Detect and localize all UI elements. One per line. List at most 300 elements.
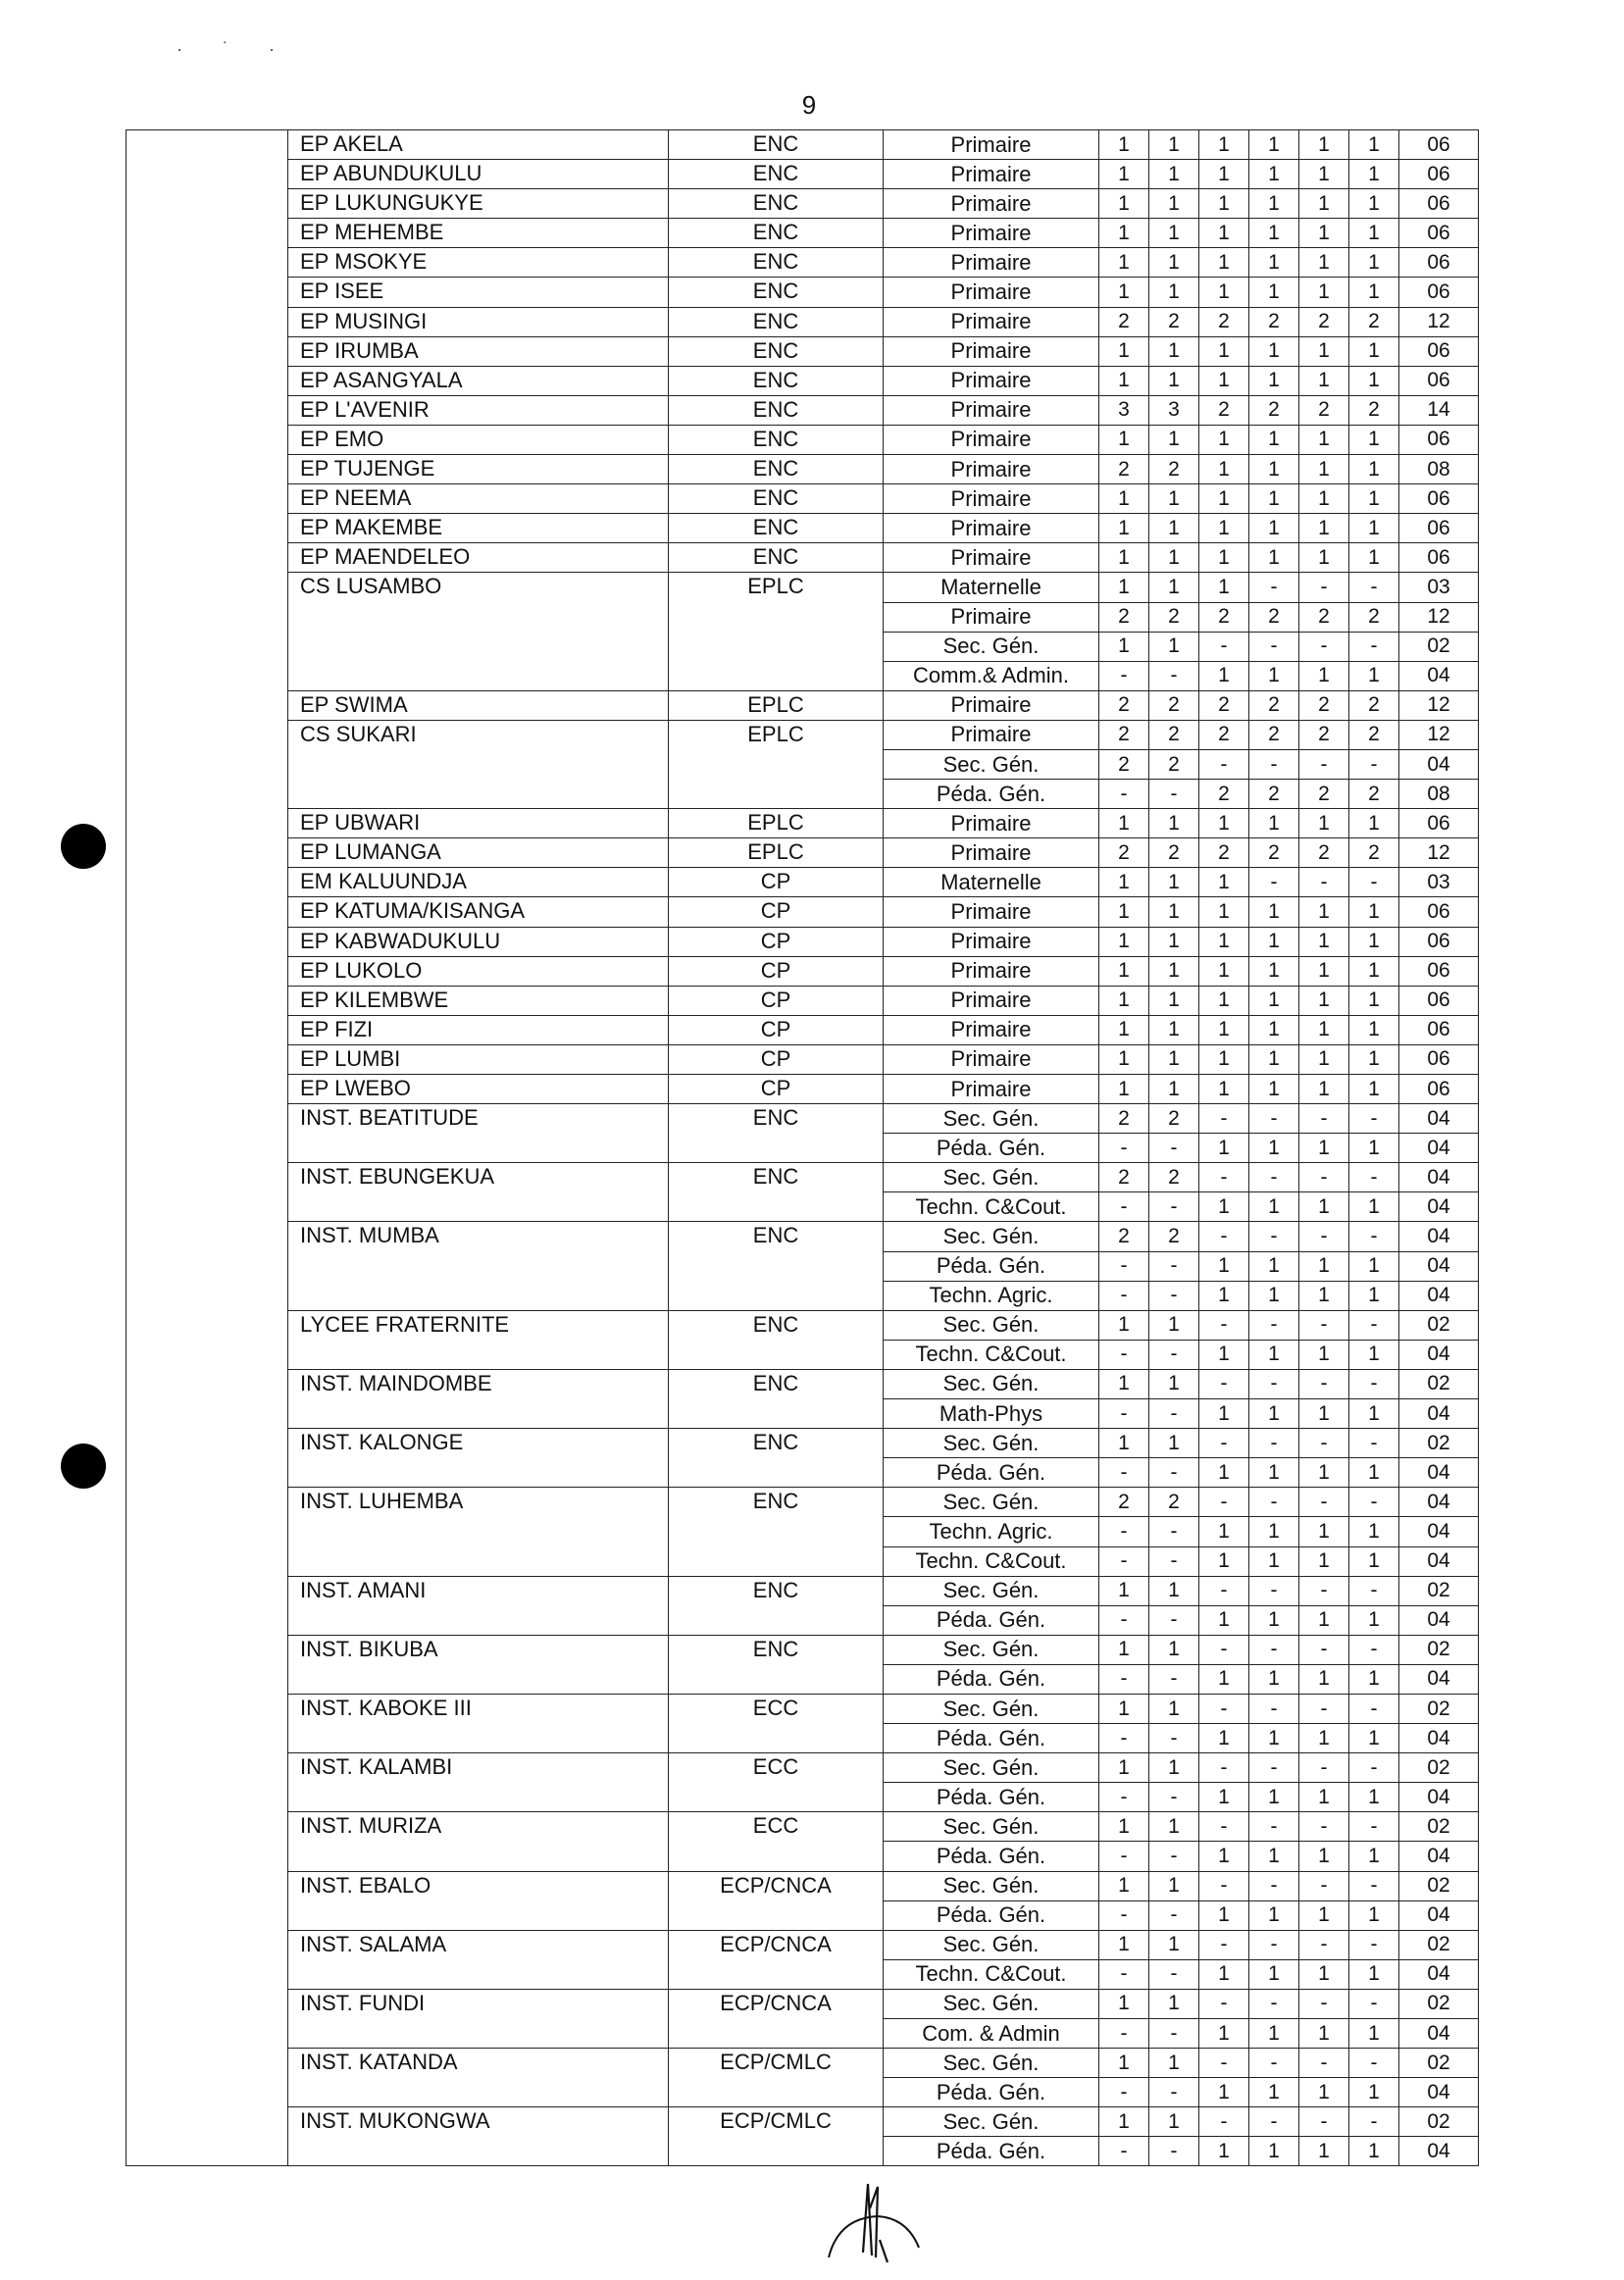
class-count-cell: 1	[1149, 2107, 1199, 2137]
table-row	[127, 1104, 1479, 1134]
class-count-cell: 1	[1149, 1694, 1199, 1723]
school-name-cell: EP LUKUNGUKYE	[288, 189, 669, 219]
total-cell: 02	[1399, 1812, 1479, 1842]
school-name-cell: EP KATUMA/KISANGA	[288, 897, 669, 927]
school-name-cell: EP EMO	[288, 425, 669, 454]
regime-cell: ECP/CNCA	[669, 1871, 884, 1930]
regime-cell: ENC	[669, 219, 884, 248]
total-cell: 04	[1399, 1517, 1479, 1546]
total-cell: 02	[1399, 1576, 1479, 1605]
class-count-cell: 2	[1299, 602, 1349, 632]
option-cell: Sec. Gén.	[884, 2049, 1099, 2078]
class-count-cell: 1	[1249, 2078, 1299, 2107]
class-count-cell: 1	[1149, 366, 1199, 395]
regime-cell: ENC	[669, 1222, 884, 1310]
class-count-cell: -	[1349, 632, 1399, 661]
regime-cell: ECC	[669, 1812, 884, 1871]
class-count-cell: 1	[1149, 868, 1199, 897]
class-count-cell: 1	[1349, 1517, 1399, 1546]
class-count-cell: -	[1299, 1753, 1349, 1783]
class-count-cell: 1	[1099, 897, 1149, 927]
class-count-cell: -	[1249, 1871, 1299, 1900]
class-count-cell: 1	[1149, 809, 1199, 838]
table-row	[127, 573, 1479, 602]
school-name-cell: INST. KALONGE	[288, 1429, 669, 1488]
class-count-cell: 2	[1299, 720, 1349, 749]
total-cell: 02	[1399, 1989, 1479, 2018]
class-count-cell: 1	[1299, 1251, 1349, 1281]
total-cell: 04	[1399, 1134, 1479, 1163]
total-cell: 02	[1399, 1310, 1479, 1340]
class-count-cell: -	[1349, 1104, 1399, 1134]
class-count-cell: 2	[1099, 455, 1149, 484]
table-row	[127, 986, 1479, 1015]
class-count-cell: 1	[1299, 1134, 1349, 1163]
class-count-cell: -	[1299, 1694, 1349, 1723]
total-cell: 03	[1399, 573, 1479, 602]
class-count-cell: 1	[1249, 1724, 1299, 1753]
class-count-cell: -	[1299, 2107, 1349, 2137]
school-name-cell: INST. MUMBA	[288, 1222, 669, 1310]
class-count-cell: -	[1199, 632, 1249, 661]
option-cell: Sec. Gén.	[884, 2107, 1099, 2137]
regime-cell: ENC	[669, 248, 884, 278]
class-count-cell: -	[1349, 2049, 1399, 2078]
class-count-cell: 1	[1149, 248, 1199, 278]
table-row	[127, 868, 1479, 897]
class-count-cell: 2	[1299, 690, 1349, 720]
total-cell: 04	[1399, 661, 1479, 690]
class-count-cell: 1	[1199, 1605, 1249, 1635]
class-count-cell: 1	[1249, 219, 1299, 248]
class-count-cell: -	[1249, 1310, 1299, 1340]
total-cell: 02	[1399, 1429, 1479, 1458]
class-count-cell: -	[1099, 1517, 1149, 1546]
class-count-cell: 1	[1299, 219, 1349, 248]
school-name-cell: EP MSOKYE	[288, 248, 669, 278]
class-count-cell: -	[1199, 749, 1249, 779]
option-cell: Primaire	[884, 602, 1099, 632]
class-count-cell: -	[1099, 1134, 1149, 1163]
class-count-cell: -	[1349, 1369, 1399, 1398]
class-count-cell: 1	[1199, 248, 1249, 278]
total-cell: 02	[1399, 632, 1479, 661]
class-count-cell: -	[1349, 1753, 1399, 1783]
class-count-cell: 2	[1349, 602, 1399, 632]
total-cell: 04	[1399, 1251, 1479, 1281]
table-row	[127, 2049, 1479, 2078]
class-count-cell: -	[1099, 1399, 1149, 1429]
option-cell: Péda. Gén.	[884, 1458, 1099, 1488]
option-cell: Primaire	[884, 307, 1099, 336]
class-count-cell: -	[1099, 1192, 1149, 1222]
school-name-cell: EM KALUUNDJA	[288, 868, 669, 897]
class-count-cell: 1	[1249, 278, 1299, 307]
class-count-cell: 2	[1349, 690, 1399, 720]
total-cell: 04	[1399, 1222, 1479, 1251]
punch-hole-bottom	[61, 1444, 106, 1489]
class-count-cell: -	[1349, 1694, 1399, 1723]
regime-cell: EPLC	[669, 809, 884, 838]
school-name-cell: INST. KABOKE III	[288, 1694, 669, 1752]
class-count-cell: 1	[1349, 1015, 1399, 1044]
class-count-cell: 1	[1149, 1310, 1199, 1340]
class-count-cell: 1	[1199, 425, 1249, 454]
option-cell: Péda. Gén.	[884, 1134, 1099, 1163]
class-count-cell: -	[1149, 1192, 1199, 1222]
class-count-cell: 2	[1149, 749, 1199, 779]
class-count-cell: 1	[1249, 1340, 1299, 1369]
school-name-cell: EP KILEMBWE	[288, 986, 669, 1015]
table-row	[127, 838, 1479, 868]
class-count-cell: -	[1099, 2019, 1149, 2049]
class-count-cell: -	[1149, 1517, 1199, 1546]
class-count-cell: -	[1299, 1222, 1349, 1251]
class-count-cell: 1	[1249, 1044, 1299, 1074]
total-cell: 03	[1399, 868, 1479, 897]
class-count-cell: 2	[1149, 1488, 1199, 1517]
class-count-cell: 2	[1349, 307, 1399, 336]
option-cell: Techn. C&Cout.	[884, 1546, 1099, 1576]
table-row	[127, 927, 1479, 956]
regime-cell: CP	[669, 986, 884, 1015]
option-cell: Techn. Agric.	[884, 1517, 1099, 1546]
class-count-cell: 1	[1299, 1044, 1349, 1074]
class-count-cell: 1	[1099, 1635, 1149, 1664]
total-cell: 02	[1399, 1369, 1479, 1398]
option-cell: Techn. Agric.	[884, 1281, 1099, 1310]
school-name-cell: INST. SALAMA	[288, 1930, 669, 1989]
class-count-cell: 1	[1349, 1605, 1399, 1635]
class-count-cell: 1	[1199, 1900, 1249, 1930]
class-count-cell: 2	[1199, 395, 1249, 425]
class-count-cell: 1	[1099, 484, 1149, 514]
table-row	[127, 366, 1479, 395]
class-count-cell: -	[1299, 749, 1349, 779]
regime-cell: ENC	[669, 189, 884, 219]
school-name-cell: INST. MURIZA	[288, 1812, 669, 1871]
class-count-cell: 1	[1199, 1517, 1249, 1546]
class-count-cell: -	[1149, 1724, 1199, 1753]
option-cell: Primaire	[884, 455, 1099, 484]
class-count-cell: 1	[1299, 1724, 1349, 1753]
class-count-cell: -	[1349, 1871, 1399, 1900]
total-cell: 08	[1399, 780, 1479, 809]
class-count-cell: -	[1099, 780, 1149, 809]
school-name-cell: INST. KALAMBI	[288, 1753, 669, 1812]
class-count-cell: 1	[1249, 1900, 1299, 1930]
class-count-cell: 1	[1199, 1664, 1249, 1694]
class-count-cell: 2	[1249, 690, 1299, 720]
class-count-cell: -	[1299, 1104, 1349, 1134]
option-cell: Péda. Gén.	[884, 1783, 1099, 1812]
class-count-cell: 2	[1149, 1104, 1199, 1134]
class-count-cell: 1	[1349, 1458, 1399, 1488]
option-cell: Primaire	[884, 690, 1099, 720]
option-cell: Primaire	[884, 956, 1099, 986]
option-cell: Primaire	[884, 809, 1099, 838]
regime-cell: ECP/CNCA	[669, 1989, 884, 2048]
class-count-cell: 1	[1199, 543, 1249, 573]
class-count-cell: 1	[1149, 189, 1199, 219]
class-count-cell: -	[1299, 1871, 1349, 1900]
class-count-cell: 1	[1099, 160, 1149, 189]
class-count-cell: -	[1149, 2078, 1199, 2107]
option-cell: Sec. Gén.	[884, 1488, 1099, 1517]
total-cell: 04	[1399, 749, 1479, 779]
class-count-cell: 1	[1299, 160, 1349, 189]
scan-specks: · ˙ ·	[177, 39, 292, 59]
option-cell: Primaire	[884, 1044, 1099, 1074]
school-name-cell: EP LUKOLO	[288, 956, 669, 986]
table-row	[127, 690, 1479, 720]
option-cell: Sec. Gén.	[884, 1871, 1099, 1900]
regime-cell: ECC	[669, 1753, 884, 1812]
class-count-cell: 1	[1299, 1075, 1349, 1104]
total-cell: 06	[1399, 1075, 1479, 1104]
regime-cell: ENC	[669, 130, 884, 160]
school-name-cell: INST. MAINDOMBE	[288, 1369, 669, 1428]
class-count-cell: 1	[1199, 1015, 1249, 1044]
class-count-cell: 2	[1199, 720, 1249, 749]
regime-cell: ECP/CMLC	[669, 2107, 884, 2166]
total-cell: 06	[1399, 927, 1479, 956]
class-count-cell: 1	[1149, 1753, 1199, 1783]
school-name-cell: EP ABUNDUKULU	[288, 160, 669, 189]
regime-cell: CP	[669, 1044, 884, 1074]
regime-cell: EPLC	[669, 690, 884, 720]
class-count-cell: -	[1099, 1340, 1149, 1369]
class-count-cell: 1	[1199, 2019, 1249, 2049]
class-count-cell: 1	[1299, 661, 1349, 690]
class-count-cell: 1	[1199, 868, 1249, 897]
class-count-cell: 2	[1149, 690, 1199, 720]
school-name-cell: EP MAENDELEO	[288, 543, 669, 573]
class-count-cell: 1	[1249, 336, 1299, 366]
class-count-cell: 2	[1099, 307, 1149, 336]
class-count-cell: -	[1149, 1134, 1199, 1163]
class-count-cell: -	[1149, 1959, 1199, 1989]
class-count-cell: 1	[1349, 366, 1399, 395]
table-row	[127, 1488, 1479, 1517]
class-count-cell: 1	[1249, 1015, 1299, 1044]
table-row	[127, 514, 1479, 543]
class-count-cell: 1	[1099, 1310, 1149, 1340]
class-count-cell: 1	[1249, 1251, 1299, 1281]
class-count-cell: -	[1199, 1930, 1249, 1959]
class-count-cell: 1	[1249, 1075, 1299, 1104]
table-row	[127, 809, 1479, 838]
class-count-cell: 1	[1099, 573, 1149, 602]
class-count-cell: -	[1149, 1340, 1199, 1369]
table-row	[127, 956, 1479, 986]
class-count-cell: -	[1349, 1930, 1399, 1959]
table-row	[127, 1576, 1479, 1605]
table-row	[127, 248, 1479, 278]
class-count-cell: 1	[1099, 1015, 1149, 1044]
class-count-cell: -	[1349, 1635, 1399, 1664]
class-count-cell: 1	[1299, 425, 1349, 454]
class-count-cell: 1	[1249, 1458, 1299, 1488]
class-count-cell: 1	[1249, 1546, 1299, 1576]
class-count-cell: -	[1249, 1930, 1299, 1959]
table-row	[127, 307, 1479, 336]
regime-cell: ENC	[669, 307, 884, 336]
total-cell: 04	[1399, 2078, 1479, 2107]
class-count-cell: 1	[1349, 160, 1399, 189]
class-count-cell: 1	[1299, 809, 1349, 838]
class-count-cell: -	[1099, 1900, 1149, 1930]
school-name-cell: EP LUMBI	[288, 1044, 669, 1074]
class-count-cell: 1	[1299, 366, 1349, 395]
class-count-cell: 2	[1349, 780, 1399, 809]
class-count-cell: 1	[1349, 1399, 1399, 1429]
class-count-cell: 2	[1149, 455, 1199, 484]
class-count-cell: 1	[1149, 1930, 1199, 1959]
regime-cell: ENC	[669, 543, 884, 573]
class-count-cell: 1	[1349, 1900, 1399, 1930]
class-count-cell: -	[1199, 1871, 1249, 1900]
class-count-cell: 1	[1249, 986, 1299, 1015]
class-count-cell: 1	[1199, 986, 1249, 1015]
class-count-cell: 1	[1349, 189, 1399, 219]
regime-cell: ENC	[669, 484, 884, 514]
total-cell: 04	[1399, 1724, 1479, 1753]
class-count-cell: 1	[1099, 278, 1149, 307]
table-row	[127, 543, 1479, 573]
table-row	[127, 1163, 1479, 1192]
class-count-cell: 2	[1299, 780, 1349, 809]
option-cell: Techn. C&Cout.	[884, 1192, 1099, 1222]
class-count-cell: -	[1299, 1429, 1349, 1458]
class-count-cell: 2	[1099, 1222, 1149, 1251]
regime-cell: CP	[669, 1075, 884, 1104]
class-count-cell: 1	[1149, 1989, 1199, 2018]
school-name-cell: EP NEEMA	[288, 484, 669, 514]
class-count-cell: -	[1299, 1576, 1349, 1605]
class-count-cell: -	[1299, 1369, 1349, 1398]
table-row	[127, 1044, 1479, 1074]
option-cell: Sec. Gén.	[884, 1989, 1099, 2018]
class-count-cell: 1	[1349, 2019, 1399, 2049]
table-row	[127, 484, 1479, 514]
regime-cell: ECP/CMLC	[669, 2049, 884, 2107]
option-cell: Maternelle	[884, 868, 1099, 897]
class-count-cell: 1	[1249, 1134, 1299, 1163]
school-name-cell: CS LUSAMBO	[288, 573, 669, 690]
total-cell: 08	[1399, 455, 1479, 484]
class-count-cell: -	[1249, 1488, 1299, 1517]
class-count-cell: -	[1349, 2107, 1399, 2137]
table-row	[127, 1694, 1479, 1723]
class-count-cell: -	[1249, 1222, 1299, 1251]
option-cell: Primaire	[884, 336, 1099, 366]
school-table-container	[126, 129, 1479, 2166]
class-count-cell: -	[1249, 1576, 1299, 1605]
class-count-cell: -	[1349, 573, 1399, 602]
option-cell: Math-Phys	[884, 1399, 1099, 1429]
class-count-cell: 1	[1099, 1075, 1149, 1104]
class-count-cell: 1	[1099, 1989, 1149, 2018]
regime-cell: ENC	[669, 336, 884, 366]
table-row	[127, 897, 1479, 927]
class-count-cell: -	[1349, 1163, 1399, 1192]
table-row	[127, 395, 1479, 425]
table-row	[127, 219, 1479, 248]
class-count-cell: 1	[1099, 986, 1149, 1015]
total-cell: 06	[1399, 543, 1479, 573]
class-count-cell: 1	[1299, 1458, 1349, 1488]
class-count-cell: -	[1249, 2107, 1299, 2137]
school-table	[126, 129, 1479, 2166]
regime-cell: ENC	[669, 1310, 884, 1369]
class-count-cell: 1	[1349, 956, 1399, 986]
class-count-cell: 1	[1099, 1694, 1149, 1723]
class-count-cell: 1	[1149, 514, 1199, 543]
class-count-cell: 1	[1249, 425, 1299, 454]
class-count-cell: 1	[1299, 248, 1349, 278]
class-count-cell: -	[1299, 1930, 1349, 1959]
total-cell: 06	[1399, 956, 1479, 986]
class-count-cell: 1	[1249, 897, 1299, 927]
class-count-cell: 1	[1299, 543, 1349, 573]
class-count-cell: 2	[1249, 838, 1299, 868]
class-count-cell: 2	[1349, 395, 1399, 425]
total-cell: 04	[1399, 1340, 1479, 1369]
option-cell: Primaire	[884, 160, 1099, 189]
class-count-cell: 1	[1349, 484, 1399, 514]
class-count-cell: 1	[1099, 927, 1149, 956]
class-count-cell: 1	[1199, 130, 1249, 160]
class-count-cell: 2	[1349, 720, 1399, 749]
class-count-cell: 1	[1199, 1281, 1249, 1310]
option-cell: Primaire	[884, 1075, 1099, 1104]
class-count-cell: 2	[1099, 720, 1149, 749]
class-count-cell: 1	[1349, 1959, 1399, 1989]
total-cell: 12	[1399, 690, 1479, 720]
option-cell: Primaire	[884, 897, 1099, 927]
total-cell: 06	[1399, 514, 1479, 543]
class-count-cell: 2	[1099, 602, 1149, 632]
class-count-cell: 1	[1349, 2137, 1399, 2166]
class-count-cell: 2	[1299, 395, 1349, 425]
class-count-cell: 1	[1149, 897, 1199, 927]
class-count-cell: 1	[1349, 425, 1399, 454]
class-count-cell: -	[1249, 1163, 1299, 1192]
class-count-cell: 1	[1349, 927, 1399, 956]
class-count-cell: 1	[1299, 1015, 1349, 1044]
total-cell: 02	[1399, 1694, 1479, 1723]
class-count-cell: -	[1099, 1251, 1149, 1281]
class-count-cell: 1	[1199, 1546, 1249, 1576]
option-cell: Primaire	[884, 838, 1099, 868]
option-cell: Sec. Gén.	[884, 1930, 1099, 1959]
class-count-cell: 1	[1299, 1605, 1349, 1635]
class-count-cell: 1	[1249, 1959, 1299, 1989]
school-name-cell: EP LUMANGA	[288, 838, 669, 868]
table-row	[127, 1222, 1479, 1251]
class-count-cell: 1	[1199, 1134, 1249, 1163]
class-count-cell: 1	[1249, 1517, 1299, 1546]
table-row	[127, 278, 1479, 307]
class-count-cell: 1	[1249, 1664, 1299, 1694]
class-count-cell: -	[1299, 1989, 1349, 2018]
class-count-cell: 1	[1349, 1783, 1399, 1812]
total-cell: 06	[1399, 248, 1479, 278]
class-count-cell: 1	[1299, 1517, 1349, 1546]
handwritten-signature	[809, 2179, 927, 2267]
class-count-cell: 1	[1349, 1842, 1399, 1871]
